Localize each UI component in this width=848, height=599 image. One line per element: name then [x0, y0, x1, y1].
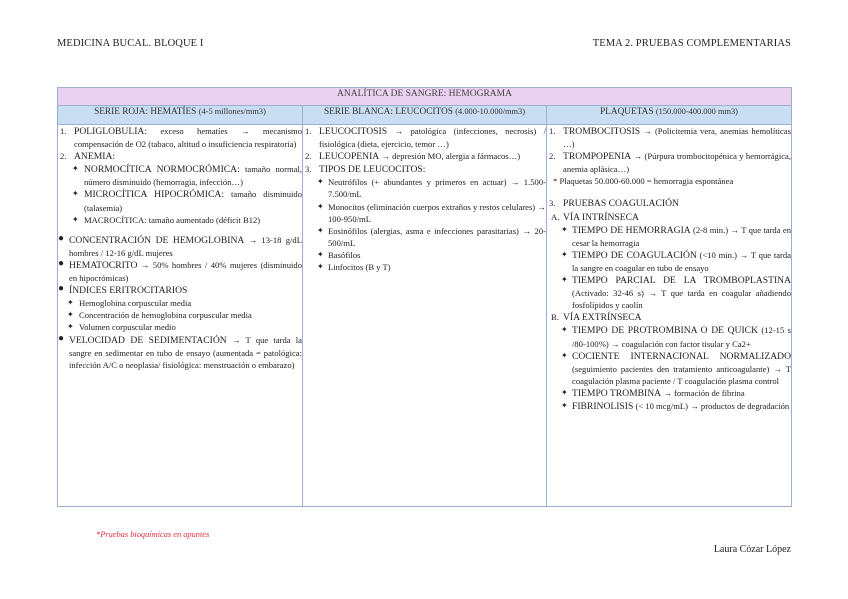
- circle-bullet-icon: ●: [58, 257, 65, 269]
- diamond-bullet-icon: ✦: [67, 298, 74, 308]
- diamond-bullet-icon: ✦: [561, 275, 568, 285]
- list-item: 3. PRUEBAS COAGULACIÓN: [549, 198, 679, 210]
- list-item: ✦ MICROCÍTICA HIPOCRÓMICA: tamaño disminuido (talasemia): [72, 189, 302, 213]
- circle-bullet-icon: ●: [58, 232, 65, 244]
- list-item: ✦ Monocitos (eliminación cuerpos extraños y restos celulares) → 100-950/mL: [317, 201, 546, 224]
- list-item: ✦ TIEMPO TROMBINA → formación de fibrina: [561, 387, 745, 399]
- circle-bullet-icon: ●: [58, 283, 65, 295]
- list-item: ✦ Hemoglobina corpuscular media: [67, 298, 192, 309]
- list-item: ✦ NORMOCÍTICA NORMOCRÓMICA: tamaño normal, número disminuido (hemorragia, infección…): [72, 164, 302, 188]
- list-item: ● CONCENTRACIÓN DE HEMOGLOBINA → 13-18 g/dL hombres / 12-16 g/dL mujeres: [58, 232, 302, 258]
- circle-bullet-icon: ●: [58, 332, 65, 344]
- author-name: Laura Cózar López: [713, 544, 791, 555]
- diamond-bullet-icon: ✦: [72, 189, 79, 199]
- platelets-cell: [547, 125, 792, 507]
- white-series-cell: [303, 125, 547, 507]
- diamond-bullet-icon: ✦: [67, 310, 74, 320]
- list-item: ✦ TIEMPO PARCIAL DE LA TROMBOPLASTINA (Activado: 32-46 s) → T que tarda en coagular añadiendo fosfolípidos y caolín: [561, 275, 791, 311]
- list-item: 1. TROMBOCITOSIS → (Policitemia vera, anemias hemolíticas …): [549, 126, 791, 150]
- list-item: 2. ANEMIA:: [60, 151, 116, 163]
- diamond-bullet-icon: ✦: [317, 262, 324, 272]
- header-left: MEDICINA BUCAL. BLOQUE I: [57, 38, 204, 49]
- diamond-bullet-icon: ✦: [561, 224, 568, 234]
- col-header-platelets: PLAQUETAS (150.000-400.000 mm3): [547, 106, 792, 125]
- list-item: ✦ Concentración de hemoglobina corpuscular media: [67, 310, 252, 321]
- list-item: ✦ Linfocitos (B y T): [317, 262, 391, 273]
- col-header-white: SERIE BLANCA: LEUCOCITOS (4.000-10.000/mm3): [303, 106, 547, 125]
- diamond-bullet-icon: ✦: [72, 164, 79, 174]
- list-item: ✦ TIEMPO DE HEMORRAGIA (2-8 min.) → T que tarda en cesar la hemorragia: [561, 224, 791, 248]
- list-item: ✦ Eosinófilos (alergias, asma e infecciones parasitarias) → 20-500/mL: [317, 225, 546, 248]
- list-item: ● HEMATOCRITO → 50% hombres / 40% mujeres (disminuido en hipocrómicas): [58, 257, 302, 284]
- table-title: ANALÍTICA DE SANGRE: HEMOGRAMA: [58, 88, 792, 106]
- diamond-bullet-icon: ✦: [561, 350, 568, 360]
- hemogram-table: [57, 87, 792, 507]
- diamond-bullet-icon: ✦: [561, 249, 568, 259]
- list-item: ✦ MACROCÍTICA: tamaño aumentado (déficit B12): [72, 214, 261, 225]
- list-item: 1. LEUCOCITOSIS → patológica (infecciones, necrosis) / fisiológica (dieta, ejercicio, temor …): [305, 126, 546, 150]
- list-item: A. VÍA INTRÍNSECA: [551, 211, 639, 223]
- list-item: ✦ Volumen corpuscular medio: [67, 322, 176, 333]
- diamond-bullet-icon: ✦: [317, 201, 324, 211]
- list-item: B. VÍA EXTRÍNSECA: [551, 312, 642, 324]
- list-item: ✦ FIBRINOLISIS (< 10 mcg/mL) → productos de degradación: [561, 400, 790, 412]
- list-item: ✦ COCIENTE INTERNACIONAL NORMALIZADO (seguimiento pacientes den tratamiento anticoagulante) → T coagulación plasma paciente / T coagulación plasma control: [561, 350, 791, 386]
- diamond-bullet-icon: ✦: [67, 322, 74, 332]
- diamond-bullet-icon: ✦: [561, 400, 568, 410]
- diamond-bullet-icon: ✦: [72, 214, 79, 224]
- list-item: 3. TIPOS DE LEUCOCITOS:: [305, 164, 426, 176]
- diamond-bullet-icon: ✦: [317, 177, 324, 187]
- list-item: ● ÍNDICES ERITROCITARIOS: [58, 283, 188, 297]
- list-item: ✦ Neutrófilos (+ abundantes y primeros en actuar) → 1.500-7.500/mL: [317, 177, 546, 200]
- red-series-cell: [58, 125, 303, 507]
- list-item: 2. TROMPOPENIA → (Púrpura trombocitopénica y hemorrágica, anemia aplásica…): [549, 151, 791, 175]
- diamond-bullet-icon: ✦: [317, 225, 324, 235]
- col-header-red: SERIE ROJA: HEMATÍES (4-5 millones/mm3): [58, 106, 303, 125]
- footnote: *Pruebas bioquímicas en apuntes: [96, 530, 210, 539]
- list-item: 1. POLIGLOBULIA: exceso hematíes → mecanismo compensación de O2 (tabaco, altitud o insuficiencia respiratoria): [60, 126, 302, 150]
- diamond-bullet-icon: ✦: [561, 325, 568, 335]
- list-item: ✦ Basófilos: [317, 249, 361, 260]
- list-item: ✦ TIEMPO DE PROTROMBINA O DE QUICK (12-15 s /80-100%) → coagulación con factor tisular y Ca2+: [561, 325, 791, 349]
- list-item: ● VELOCIDAD DE SEDIMENTACIÓN → T que tarda la sangre en sedimentar en tubo de ensayo (aumentada = patológica: infección A/C o neoplasia/ fisiológica: menstruación o embarazo): [58, 332, 302, 370]
- header-right: TEMA 2. PRUEBAS COMPLEMENTARIAS: [592, 38, 791, 49]
- list-item: ✦ TIEMPO DE COAGULACIÓN (<10 min.) → T que tarda la sangre en coagular en tubo de ensayo: [561, 249, 791, 273]
- diamond-bullet-icon: ✦: [561, 387, 568, 397]
- list-item: * Plaquetas 50.000-60.000 = hemorragia espontánea: [553, 176, 734, 187]
- list-item: 2. LEUCOPENIA → depresión MO, alergia a fármacos…): [305, 151, 521, 163]
- diamond-bullet-icon: ✦: [317, 249, 324, 259]
